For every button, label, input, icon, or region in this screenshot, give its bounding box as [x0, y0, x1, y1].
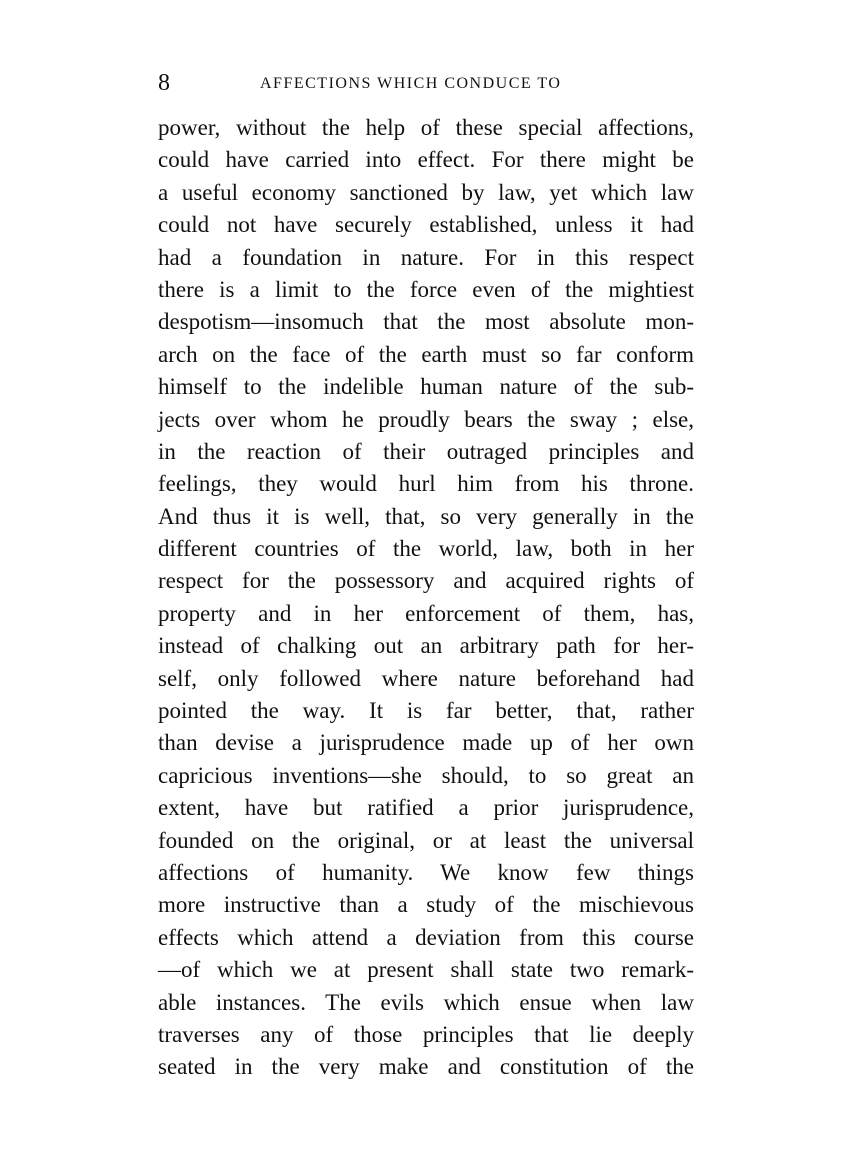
text-line: arch on the face of the earth must so far conform	[158, 341, 694, 367]
text-line: power, without the help of these special affections,	[158, 115, 694, 140]
text-line: pointed the way. It is far better, that, rather	[158, 698, 694, 724]
text-line: feelings, they would hurl him from his throne.	[158, 471, 694, 497]
text-line: able instances. The evils which ensue when law	[158, 989, 694, 1015]
text-line: had a foundation in nature. For in this respect	[158, 244, 694, 270]
page-number: 8	[158, 70, 170, 96]
text-line: than devise a jurisprudence made up of her own	[158, 730, 694, 756]
text-line: himself to the indelible human nature of the sub-	[158, 374, 694, 400]
text-line: respect for the possessory and acquired rights of	[158, 568, 694, 594]
text-line: instead of chalking out an arbitrary path for her-	[158, 633, 694, 659]
text-line: founded on the original, or at least the universal	[158, 827, 694, 853]
text-line: in the reaction of their outraged principles and	[158, 438, 694, 464]
body-text	[158, 112, 694, 1084]
text-line: property and in her enforcement of them, has,	[158, 600, 694, 626]
text-line: there is a limit to the force even of the mightiest	[158, 276, 694, 302]
text-line: a useful economy sanctioned by law, yet which law	[158, 179, 694, 205]
text-line: jects over whom he proudly bears the sway ; else,	[158, 406, 694, 432]
text-line: different countries of the world, law, both in her	[158, 536, 694, 562]
text-line: seated in the very make and constitution of the	[158, 1054, 694, 1080]
text-line: could not have securely established, unless it had	[158, 212, 694, 238]
text-line: traverses any of those principles that lie deeply	[158, 1021, 694, 1047]
running-header	[158, 68, 694, 98]
text-line: And thus it is well, that, so very generally in the	[158, 503, 694, 529]
text-line: self, only followed where nature beforehand had	[158, 665, 694, 691]
text-line: —of which we at present shall state two remark-	[158, 957, 694, 983]
text-line: extent, have but ratified a prior jurisprudence,	[158, 795, 694, 821]
text-line: could have carried into effect. For there might be	[158, 147, 694, 173]
text-line: effects which attend a deviation from this course	[158, 924, 694, 950]
text-line: more instructive than a study of the mischievous	[158, 892, 694, 918]
running-title: AFFECTIONS WHICH CONDUCE TO	[260, 75, 562, 92]
text-line: capricious inventions—she should, to so great an	[158, 762, 694, 788]
text-line: despotism—insomuch that the most absolute mon-	[158, 309, 694, 335]
text-line: affections of humanity. We know few things	[158, 859, 694, 885]
